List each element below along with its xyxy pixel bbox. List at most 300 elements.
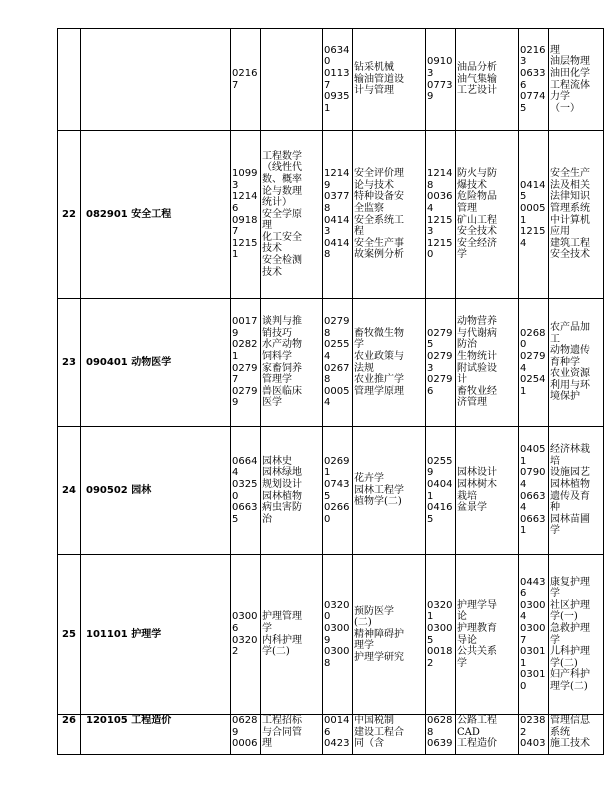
course-name-3-line: 危险物品 [457,191,497,203]
row-number: 26 [58,715,81,755]
major-name: 082901 安全工程 [81,131,231,299]
course-name-1-line: 护理管理 [262,611,302,623]
course-name-2-line: (二) [354,617,372,629]
course-code-1-line: 0 [232,490,239,502]
table-row [58,131,604,299]
table-row [58,427,604,555]
course-code-1-line: 0320 [232,634,258,646]
course-name-3-line: 公共关系 [457,646,497,658]
course-name-4-line: 油田化学 [550,67,590,79]
course-name-3-line: 护理学导 [457,599,497,611]
course-name-3-line: 工程造价 [457,738,497,750]
course-code-4-line: 4 [520,611,527,623]
course-name-4-line: 理学(二) [550,680,588,692]
course-code-4-line: 0301 [520,669,546,681]
course-name-3 [456,299,519,427]
course-code-1-line: 7 [232,79,239,91]
course-name-4-line: 利用与环 [550,379,590,391]
row-number: 24 [58,427,81,555]
course-code-4-line: 0790 [520,467,546,479]
course-code-4-line: 0443 [520,576,546,588]
course-code-1 [231,299,261,427]
table-row [58,715,604,755]
course-name-3-line: 爆技术 [457,179,487,191]
course-name-3-line: 生物统计 [457,350,497,362]
course-code-3-line: 1215 [427,237,453,249]
course-name-4-line: 社区护理 [550,599,590,611]
course-code-2-line: 8 [324,249,331,261]
course-code-2 [323,299,353,427]
course-code-2 [323,715,353,755]
course-name-3-line: 盆景学 [457,502,487,514]
course-code-2-line: 0255 [324,339,350,351]
course-code-3-line: 1214 [427,168,453,180]
course-name-4-line: 农业资源 [550,368,590,380]
course-code-2 [323,29,353,131]
course-code-4-line: 0 [520,339,527,351]
course-code-2-line: 0634 [324,44,350,56]
course-name-4-line: 施工技术 [550,738,590,750]
course-name-3-line: 安全技术 [457,226,497,238]
course-code-2-line: 8 [324,327,331,339]
course-code-4-line: 4 [520,478,527,490]
course-code-4-line: 0633 [520,67,546,79]
course-name-2 [353,555,426,715]
course-name-1 [261,29,323,131]
course-name-3-line: 园林树木 [457,478,497,490]
course-name-3 [456,427,519,555]
course-name-2 [353,131,426,299]
course-name-2-line: 农业推广学 [354,374,404,386]
course-code-2-line: 0 [324,513,331,525]
course-code-4-line: 0 [520,680,527,692]
course-code-4-line: 0414 [520,179,546,191]
course-code-1-line: 9 [232,726,239,738]
course-code-2-line: 0377 [324,191,350,203]
course-name-4-line: 理 [550,44,560,56]
course-name-1-line: 规划设计 [262,478,302,490]
course-code-2-line: 0269 [324,455,350,467]
course-code-2-line: 5 [324,490,331,502]
course-code-3-line: 0320 [427,599,453,611]
course-code-2-line: 0014 [324,715,350,726]
course-name-4-line: 农产品加 [550,321,590,333]
course-name-1-line: 园林史 [262,455,292,467]
course-code-1 [231,131,261,299]
course-code-1-line: 0279 [232,385,258,397]
course-code-1-line: 1215 [232,237,258,249]
course-name-3-line: 论 [457,611,467,623]
course-name-4-line: 学(一) [550,611,578,623]
course-name-3-line: 矿山工程 [457,214,497,226]
course-name-3-line: 学 [457,657,467,669]
course-name-2-line: 安全系统工 [354,214,404,226]
course-code-4 [519,715,549,755]
course-name-4-line: 遗传及育 [550,490,590,502]
course-name-2-line: 故案例分析 [354,249,404,261]
course-code-1-line: 0664 [232,455,258,467]
course-code-2-line: 1 [324,102,331,114]
course-name-4-line: 建筑工程 [550,237,590,249]
course-code-1 [231,715,261,755]
course-code-2-line: 7 [324,79,331,91]
course-name-1-line: 技术 [262,266,282,278]
course-name-2-line: 预防医学 [354,605,394,617]
course-code-4-line: 5 [520,102,527,114]
course-code-3-line: 6 [427,385,434,397]
course-code-3 [426,715,456,755]
course-name-1-line: 理 [262,220,272,232]
course-name-2-line: 法规 [354,362,374,374]
course-code-3-line: 8 [427,726,434,738]
course-code-3-line: 0910 [427,56,453,68]
course-name-3-line: 动物营养 [457,316,497,328]
course-name-2-line: 农业政策与 [354,350,404,362]
course-name-4 [549,555,604,715]
course-name-4-line: 学 [550,634,560,646]
course-code-2-line: 0267 [324,362,350,374]
course-name-4-line: 培 [550,455,560,467]
course-name-4-line: 妇产科护 [550,669,590,681]
course-code-4-line: 7 [520,634,527,646]
course-name-3-line: 公路工程 [457,715,497,726]
course-name-4-line: 管理系统 [550,202,590,214]
course-name-1 [261,427,323,555]
course-name-2 [353,299,426,427]
course-name-1-line: 理 [262,738,272,750]
course-code-3-line: 0279 [427,374,453,386]
major-name [81,29,231,131]
course-code-2-line: 4 [324,397,331,409]
course-name-3-line: 与代谢病 [457,327,497,339]
course-code-4-line: 0301 [520,646,546,658]
course-code-2-line: 0266 [324,502,350,514]
course-code-2-line: 0279 [324,316,350,328]
course-code-2 [323,555,353,715]
course-name-4-line: 应用 [550,226,570,238]
course-code-1-line: 0017 [232,316,258,328]
course-name-3-line: CAD [457,726,480,738]
course-name-3-line: 护理教育 [457,622,497,634]
course-code-4-line: 4 [520,237,527,249]
course-code-2-line: 4 [324,350,331,362]
course-name-4-line: 急救护理 [550,622,590,634]
course-code-2-line: 0935 [324,91,350,103]
course-code-4-line: 0254 [520,374,546,386]
course-name-1-line: 家畜饲养 [262,362,302,374]
course-code-1-line: 1 [232,249,239,261]
course-name-4 [549,131,604,299]
course-name-3 [456,29,519,131]
course-code-2-line: 0113 [324,67,350,79]
course-code-3-line: 1215 [427,214,453,226]
course-code-4-line: 0300 [520,599,546,611]
course-code-1 [231,29,261,131]
course-code-2-line: 0 [324,611,331,623]
course-name-4-line: 动物遗传 [550,345,590,357]
course-name-4-line: 中计算机 [550,214,590,226]
course-name-1-line: 病虫害防 [262,502,302,514]
course-code-4-line: 0005 [520,202,546,214]
course-name-2-line: 论与技术 [354,179,394,191]
course-code-2 [323,131,353,299]
course-code-2 [323,427,353,555]
course-name-4-line: 学 [550,525,560,537]
course-name-3-line: 管理 [457,202,477,214]
course-code-3-line: 0416 [427,502,453,514]
course-code-2-line: 6 [324,726,331,738]
course-name-4-line: 安全技术 [550,249,590,261]
table-row [58,299,604,427]
course-code-3-line: 8 [427,179,434,191]
course-code-4-line: 0663 [520,513,546,525]
course-code-1-line: 9 [232,397,239,409]
course-code-1 [231,555,261,715]
course-code-4 [519,555,549,715]
course-name-2-line: 程 [354,226,364,238]
course-code-4 [519,131,549,299]
course-code-2-line: 8 [324,202,331,214]
course-name-4-line: 康复护理 [550,576,590,588]
course-code-4 [519,299,549,427]
course-code-2-line: 0300 [324,646,350,658]
course-code-3 [426,29,456,131]
course-name-1-line: 销技巧 [262,327,292,339]
course-name-2-line: 畜牧微生物 [354,327,404,339]
course-name-1-line: （线性代 [262,162,302,174]
course-code-4 [519,427,549,555]
course-name-1-line: 技术 [262,243,282,255]
course-code-3-line: 0404 [427,478,453,490]
course-name-4-line: 油层物理 [550,56,590,68]
course-code-2-line: 9 [324,179,331,191]
course-code-3-line: 5 [427,634,434,646]
course-code-4-line: 1 [520,657,527,669]
course-name-2-line: 建设工程合 [354,726,404,738]
course-code-1-line: 0300 [232,611,258,623]
course-code-4-line: 1 [520,214,527,226]
course-name-3-line: 附试验设 [457,362,497,374]
course-name-1-line: 安全检测 [262,255,302,267]
course-code-1-line: 1099 [232,168,258,180]
course-code-3-line: 5 [427,513,434,525]
course-code-4-line: 0774 [520,91,546,103]
course-code-2-line: 0743 [324,478,350,490]
course-code-1-line: 9 [232,327,239,339]
course-code-4-line: 0300 [520,622,546,634]
course-name-4-line: 法律知识 [550,191,590,203]
course-code-1-line: 2 [232,646,239,658]
course-name-3 [456,131,519,299]
course-name-1-line: 医学 [262,397,282,409]
course-code-4-line: 2 [520,726,527,738]
course-name-2-line: 花卉学 [354,473,384,485]
course-name-3-line: 导论 [457,634,477,646]
course-code-3-line: 0639 [427,738,453,750]
course-code-1-line: 0279 [232,362,258,374]
course-code-4-line: 0403 [520,738,546,750]
course-name-2-line: 园林工程学 [354,484,404,496]
course-code-1-line: 0282 [232,339,258,351]
course-code-2-line: 9 [324,634,331,646]
course-name-3-line: 油品分析 [457,62,497,74]
course-name-2-line: 钻采机械 [354,62,394,74]
course-code-3-line: 0628 [427,715,453,726]
course-name-4-line: 工 [550,333,560,345]
course-code-3-line: 0300 [427,622,453,634]
course-name-4 [549,427,604,555]
course-name-4-line: 园林苗圃 [550,513,590,525]
course-code-4-line: 1 [520,385,527,397]
course-name-1-line: 治 [262,513,272,525]
row-number: 25 [58,555,81,715]
course-code-1-line: 1 [232,350,239,362]
course-code-4-line: 0238 [520,715,546,726]
course-name-2-line: 输油管道设 [354,73,404,85]
course-code-1-line: 0918 [232,214,258,226]
course-code-3-line: 9 [427,467,434,479]
course-name-1-line: 与合同管 [262,726,302,738]
course-name-4 [549,29,604,131]
course-code-3-line: 0255 [427,455,453,467]
course-name-3-line: 安全经济 [457,237,497,249]
course-name-1-line: 化工安全 [262,231,302,243]
course-code-2-line: 0414 [324,214,350,226]
course-name-1-line: 学 [262,622,272,634]
course-code-3 [426,555,456,715]
course-code-4-line: 0405 [520,444,546,456]
course-name-1-line: 统计） [262,197,292,209]
course-code-1-line: 0006 [232,738,258,750]
course-name-1-line: 水产动物 [262,339,302,351]
course-code-1-line: 7 [232,226,239,238]
course-name-2 [353,29,426,131]
course-name-2-line: 计与管理 [354,85,394,97]
course-name-2-line: 同（含 [354,738,384,750]
course-name-3-line: 油气集输 [457,73,497,85]
course-name-1 [261,555,323,715]
course-code-1-line: 6 [232,622,239,634]
course-name-2-line: 特种设备安 [354,191,404,203]
course-code-4-line: 6 [520,79,527,91]
major-name: 090401 动物医学 [81,299,231,427]
course-code-2-line: 0005 [324,385,350,397]
course-code-3 [426,427,456,555]
course-name-2-line: 中国税制 [354,715,394,726]
course-code-2-line: 1 [324,467,331,479]
major-name: 101101 护理学 [81,555,231,715]
course-code-3-line: 0 [427,249,434,261]
course-name-4-line: 学 [550,588,560,600]
course-name-2-line: 安全评价理 [354,168,404,180]
course-name-4-line: （一） [550,102,580,114]
course-code-2-line: 8 [324,657,331,669]
course-code-2-line: 0414 [324,237,350,249]
course-name-3-line: 园林设计 [457,467,497,479]
course-table [57,28,604,755]
course-name-3-line: 畜牧业经 [457,385,497,397]
course-name-4-line: 种 [550,502,560,514]
course-code-3-line: 4 [427,202,434,214]
course-code-3 [426,131,456,299]
course-name-1-line: 内科护理 [262,634,302,646]
course-code-1-line: 6 [232,202,239,214]
course-code-3-line: 1 [427,611,434,623]
course-name-4-line: 儿科护理 [550,646,590,658]
table-row [58,555,604,715]
row-number: 22 [58,131,81,299]
major-name: 090502 园林 [81,427,231,555]
course-name-4 [549,299,604,427]
course-code-3-line: 0773 [427,79,453,91]
course-name-3-line: 栽培 [457,490,477,502]
course-code-3-line: 0279 [427,327,453,339]
course-code-1 [231,427,261,555]
course-name-1-line: 安全学原 [262,208,302,220]
row-number [58,29,81,131]
course-name-4 [549,715,604,755]
course-code-3-line: 1 [427,490,434,502]
course-code-2-line: 3 [324,226,331,238]
course-name-1-line: 数、概率 [262,173,302,185]
course-code-1-line: 0628 [232,715,258,726]
course-code-4 [519,29,549,131]
course-code-4-line: 5 [520,191,527,203]
course-code-4-line: 0268 [520,327,546,339]
course-name-1-line: 论与数理 [262,185,302,197]
course-name-3-line: 计 [457,374,467,386]
course-name-2-line: 安全生产事 [354,237,404,249]
course-code-4-line: 3 [520,56,527,68]
course-name-1-line: 园林植物 [262,490,302,502]
course-name-2-line: 理学 [354,640,374,652]
course-code-4-line: 0216 [520,44,546,56]
course-code-3-line: 0279 [427,350,453,362]
course-code-1-line: 1214 [232,191,258,203]
course-code-4-line: 6 [520,588,527,600]
course-name-4-line: 园林植物 [550,478,590,490]
course-code-4-line: 0663 [520,490,546,502]
row-number: 23 [58,299,81,427]
course-name-4-line: 经济林栽 [550,444,590,456]
course-code-1-line: 5 [232,513,239,525]
course-code-1-line: 4 [232,467,239,479]
course-code-4-line: 0279 [520,350,546,362]
course-code-3-line: 3 [427,362,434,374]
course-code-3-line: 9 [427,91,434,103]
course-name-1 [261,299,323,427]
course-code-4-line: 1 [520,455,527,467]
course-code-2-line: 0423 [324,738,350,750]
course-code-2-line: 0320 [324,599,350,611]
course-name-3 [456,555,519,715]
course-code-3-line: 0018 [427,646,453,658]
course-code-2-line: 8 [324,374,331,386]
course-name-4-line: 设施园艺 [550,467,590,479]
table-row [58,29,604,131]
course-name-3-line: 济管理 [457,397,487,409]
course-code-1-line: 0663 [232,502,258,514]
course-name-1 [261,131,323,299]
course-name-1-line: 饲料学 [262,350,292,362]
course-name-2-line: 全监察 [354,202,384,214]
course-code-1-line: 7 [232,374,239,386]
course-name-1-line: 学(二) [262,646,290,658]
course-name-4-line: 系统 [550,726,570,738]
course-name-2-line: 护理学研究 [354,651,404,663]
course-name-2-line: 管理学原理 [354,385,404,397]
course-name-4-line: 安全生产 [550,168,590,180]
